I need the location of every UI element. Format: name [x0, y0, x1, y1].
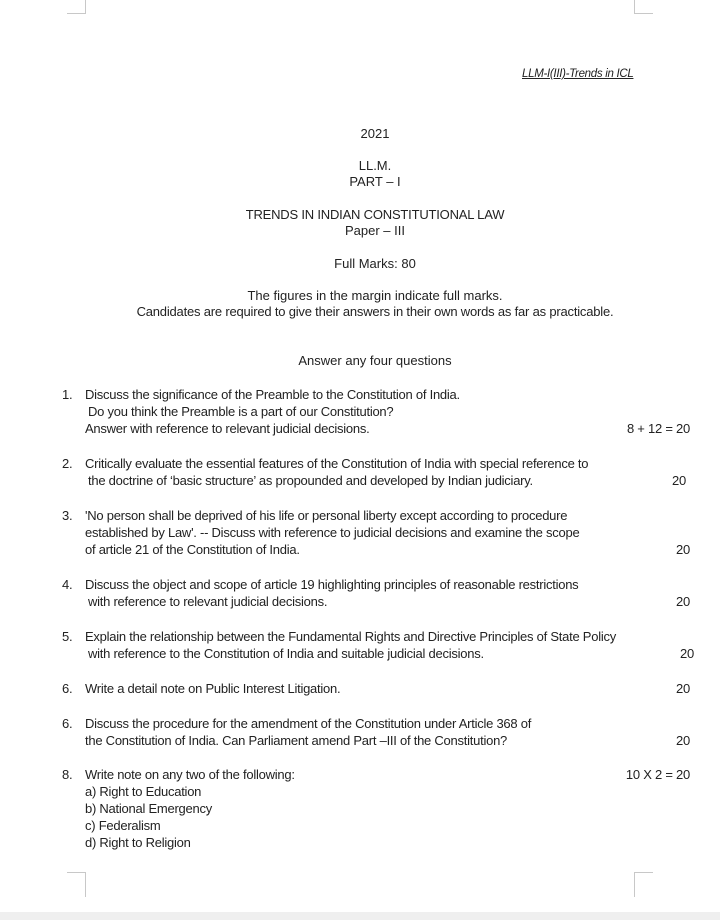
question-number: 2.: [62, 456, 73, 471]
option-c: c) Federalism: [85, 818, 161, 833]
question-number: 6.: [62, 716, 73, 731]
question-8: [62, 766, 690, 851]
question-6: [62, 680, 690, 697]
question-marks: 20: [676, 681, 690, 696]
question-number: 3.: [62, 508, 73, 523]
question-line: Do you think the Preamble is a part of our Constitution?: [88, 404, 394, 419]
degree: LL.M.: [358, 158, 392, 173]
question-line: Write note on any two of the following:: [85, 767, 295, 782]
question-line: the Constitution of India. Can Parliament amend Part –III of the Constitution?: [85, 733, 508, 748]
question-line: of article 21 of the Constitution of India.: [85, 542, 300, 557]
subject-title: TRENDS IN INDIAN CONSTITUTIONAL LAW: [245, 207, 505, 222]
question-line: Critically evaluate the essential features of the Constitution of India with special reference to: [85, 456, 589, 471]
paper-number: Paper – III: [345, 223, 405, 238]
crop-mark-bottom-right: [634, 872, 653, 897]
question-number: 1.: [62, 387, 73, 402]
paper-code: LLM-I(III)-Trends in ICL: [522, 68, 634, 80]
instruction-marks: The figures in the margin indicate full marks.: [247, 288, 503, 303]
question-number: 6.: [62, 681, 73, 696]
question-line: Answer with reference to relevant judicial decisions.: [85, 421, 370, 436]
question-marks: 20: [672, 473, 686, 488]
question-marks: 20: [676, 733, 690, 748]
exam-year: 2021: [360, 126, 390, 141]
question-5: [62, 628, 694, 662]
question-1: [62, 386, 690, 437]
question-marks: 20: [680, 646, 694, 661]
question-marks: 20: [676, 542, 690, 557]
option-d: d) Right to Religion: [85, 835, 191, 850]
question-4: [62, 576, 690, 610]
answer-any-instruction: Answer any four questions: [298, 353, 452, 368]
question-number: 4.: [62, 577, 73, 592]
question-line: established by Law'. -- Discuss with reference to judicial decisions and examine the scope: [85, 525, 580, 540]
crop-mark-top-right: [634, 0, 653, 14]
question-marks: 8 + 12 = 20: [626, 421, 690, 436]
question-number: 8.: [62, 767, 73, 782]
question-line: with reference to the Constitution of India and suitable judicial decisions.: [88, 646, 484, 661]
question-marks: 10 X 2 = 20: [625, 767, 690, 782]
question-line: Discuss the procedure for the amendment of the Constitution under Article 368 of: [85, 716, 532, 731]
full-marks: Full Marks: 80: [334, 256, 416, 271]
question-3: [62, 507, 690, 558]
question-marks: 20: [676, 594, 690, 609]
instruction-own-words: Candidates are required to give their answers in their own words as far as practicable.: [136, 304, 614, 319]
question-line: with reference to relevant judicial decisions.: [88, 594, 328, 609]
question-line: Explain the relationship between the Fundamental Rights and Directive Principles of State Policy: [85, 629, 616, 644]
question-line: the doctrine of ‘basic structure’ as propounded and developed by Indian judiciary.: [88, 473, 533, 488]
question-line: Discuss the object and scope of article 19 highlighting principles of reasonable restrictions: [85, 577, 579, 592]
crop-mark-bottom-left: [67, 872, 86, 897]
question-line: 'No person shall be deprived of his life or personal liberty except according to procedure: [85, 508, 568, 523]
question-line: Discuss the significance of the Preamble to the Constitution of India.: [85, 387, 460, 402]
option-b: b) National Emergency: [85, 801, 212, 816]
question-2: [62, 455, 690, 489]
option-a: a) Right to Education: [85, 784, 202, 799]
part: PART – I: [349, 174, 401, 189]
question-line: Write a detail note on Public Interest Litigation.: [85, 681, 341, 696]
crop-mark-top-left: [67, 0, 86, 14]
viewer-bottom-bar: [0, 912, 720, 920]
question-number: 5.: [62, 629, 73, 644]
question-7: [62, 715, 690, 749]
